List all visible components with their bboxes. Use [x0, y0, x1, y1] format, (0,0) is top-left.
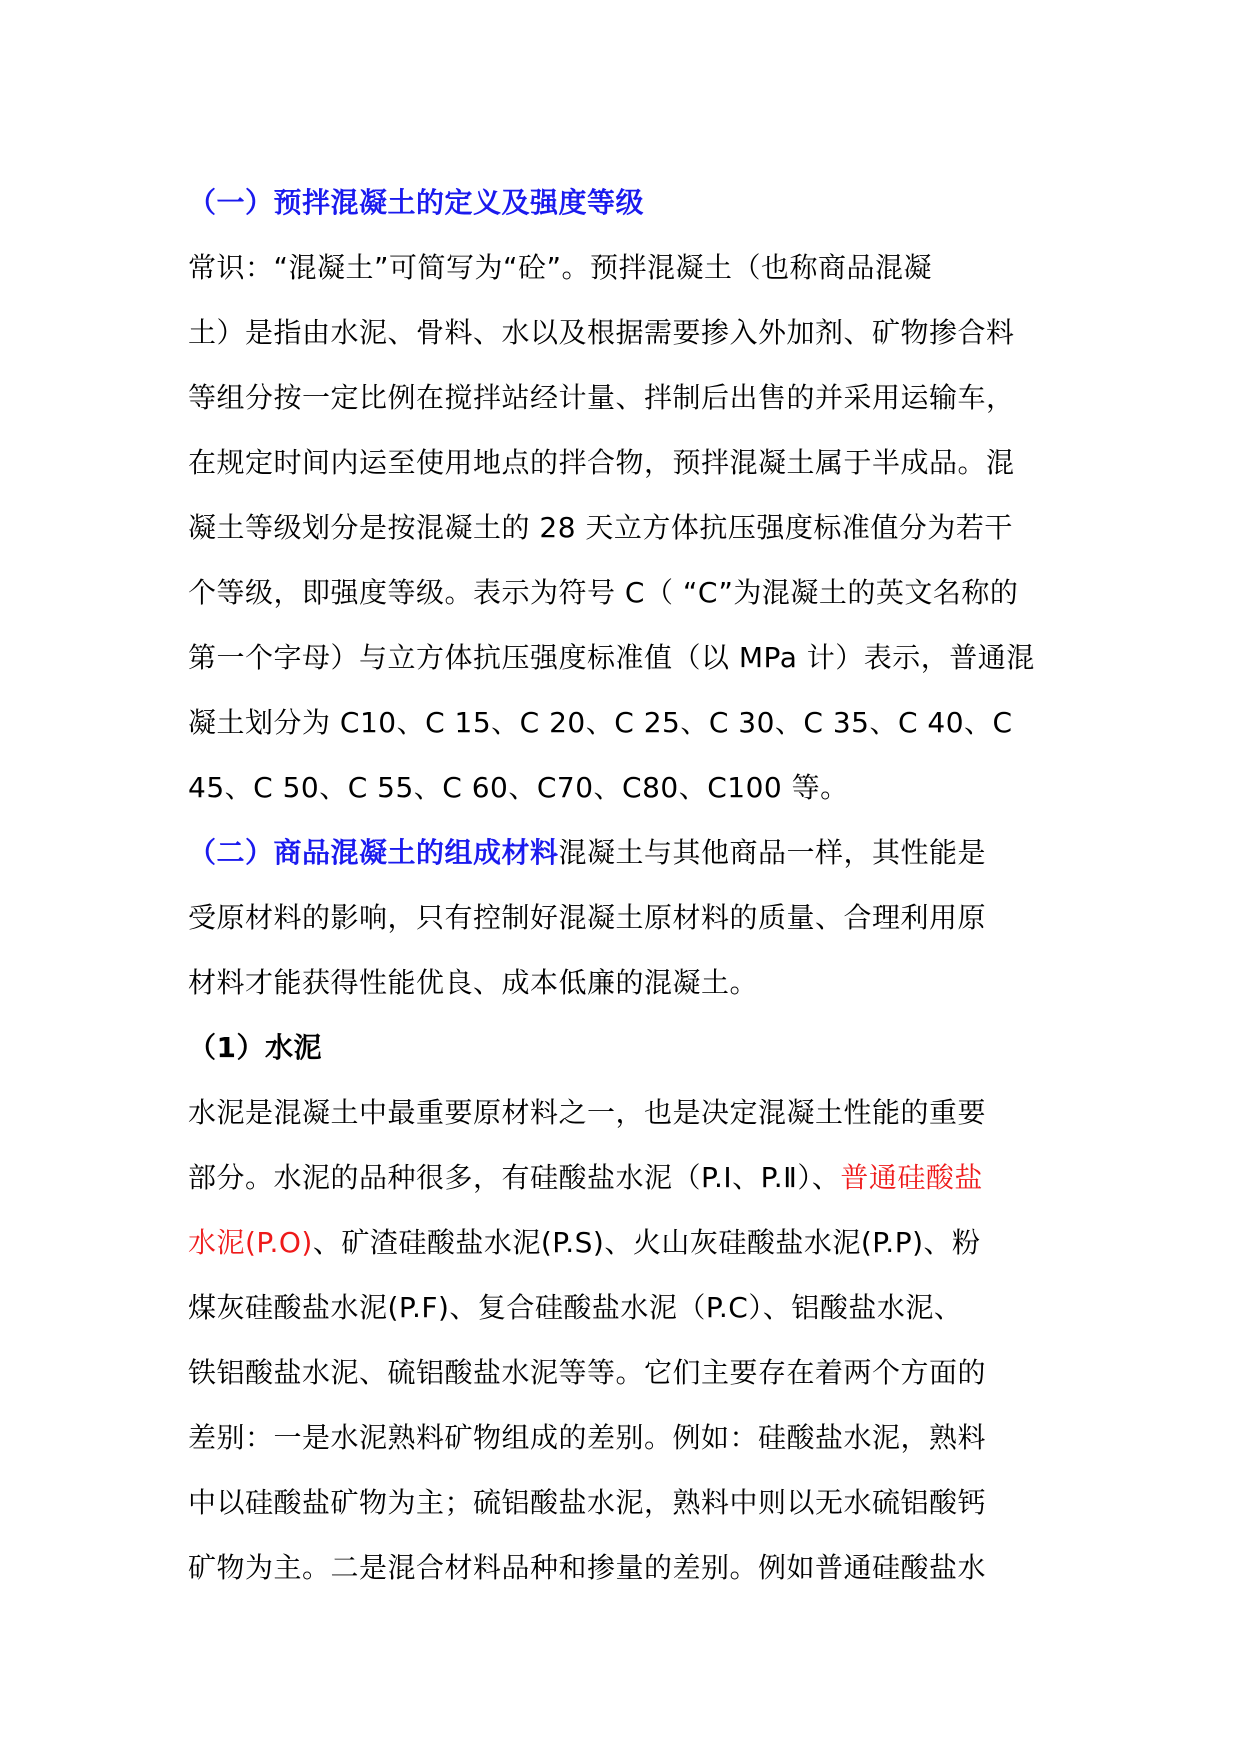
paragraph-line: 煤灰硅酸盐水泥(P.F)、复合硅酸盐水泥（P.C）、铝酸盐水泥、: [188, 1291, 963, 1324]
section2-paragraph: [188, 820, 1058, 1015]
line-text: 、矿渣硅酸盐水泥(P.S)、火山灰硅酸盐水泥(P.P)、粉: [312, 1226, 981, 1259]
paragraph-line: 常识：“混凝土”可简写为“砼”。预拌混凝土（也称商品混凝: [188, 251, 933, 284]
paragraph-line: 差别：一是水泥熟料矿物组成的差别。例如：硅酸盐水泥，熟料: [188, 1421, 987, 1454]
line-text: 部分。水泥的品种很多，有硅酸盐水泥（P.I、P.Ⅱ）、: [188, 1161, 841, 1194]
paragraph-line: [188, 1210, 1058, 1275]
section3-paragraph: [188, 1080, 1058, 1600]
section2-heading: （二）商品混凝土的组成材料: [188, 836, 559, 869]
paragraph-line: 材料才能获得性能优良、成本低廉的混凝土。: [188, 966, 759, 999]
highlighted-cement-type: 普通硅酸盐: [840, 1161, 983, 1194]
paragraph-line: 等组分按一定比例在搅拌站经计量、拌制后出售的并采用运输车，: [188, 381, 1015, 414]
paragraph-line: 水泥是混凝土中最重要原材料之一，也是决定混凝土性能的重要: [188, 1096, 987, 1129]
section2-first-line-text: 混凝土与其他商品一样，其性能是: [558, 836, 987, 869]
paragraph-line: 在规定时间内运至使用地点的拌合物，预拌混凝土属于半成品。混: [188, 446, 1015, 479]
section1-paragraph: [188, 235, 1058, 820]
paragraph-line: 中以硅酸盐矿物为主；硫铝酸盐水泥，熟料中则以无水硫铝酸钙: [188, 1486, 987, 1519]
paragraph-line: 凝土等级划分是按混凝土的 28 天立方体抗压强度标准值分为若干: [188, 511, 1013, 544]
paragraph-line: 凝土划分为 C10、C 15、C 20、C 25、C 30、C 35、C 40、C: [188, 706, 1013, 739]
section2-first-line: [188, 820, 1058, 885]
paragraph-line: 受原材料的影响，只有控制好混凝土原材料的质量、合理利用原: [188, 901, 987, 934]
paragraph-line: 铁铝酸盐水泥、硫铝酸盐水泥等等。它们主要存在着两个方面的: [188, 1356, 987, 1389]
paragraph-line: 第一个字母）与立方体抗压强度标准值（以 MPa 计）表示，普通混: [188, 641, 1035, 674]
paragraph-line: 土）是指由水泥、骨料、水以及根据需要掺入外加剂、矿物掺合料: [188, 316, 1015, 349]
section3-heading: （1）水泥: [188, 1031, 322, 1064]
section1-heading: （一）预拌混凝土的定义及强度等级: [188, 186, 645, 219]
paragraph-line: 矿物为主。二是混合材料品种和掺量的差别。例如普通硅酸盐水: [188, 1551, 987, 1584]
paragraph-line: [188, 1145, 1058, 1210]
document-body: [188, 170, 1058, 1600]
paragraph-line: 个等级，即强度等级。表示为符号 C（ “C”为混凝土的英文名称的: [188, 576, 1019, 609]
paragraph-line: 45、C 50、C 55、C 60、C70、C80、C100 等。: [188, 771, 849, 804]
highlighted-cement-type: 水泥(P.O): [188, 1226, 313, 1259]
